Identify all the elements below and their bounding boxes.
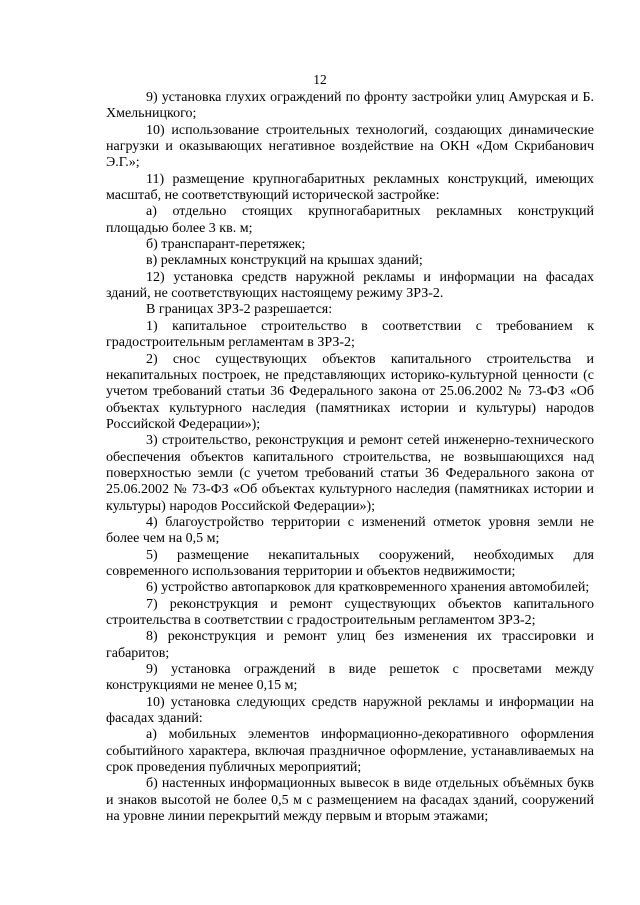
paragraph-permitted-5: 5) размещение некапитальных сооружений, необходимых для современного использования территории и объектов недвижимости; xyxy=(106,547,594,579)
paragraph-item-9-blind-fences: 9) установка глухих ограждений по фронту застройки улиц Амурская и Б. Хмельницкого; xyxy=(106,90,594,122)
paragraph-permitted-7: 7) реконструкция и ремонт существующих объектов капитального строительства в соответствии с градостроительным регламентом ЗРЗ-2; xyxy=(106,596,594,628)
paragraph-subitem-v-rooftop: в) рекламных конструкций на крышах зданий; xyxy=(146,253,423,269)
paragraph-permitted-4: 4) благоустройство территории с изменений отметок уровня земли не более чем на 0,5 м; xyxy=(106,514,594,547)
paragraph-item-11-large-advertising: 11) размещение крупногабаритных рекламных конструкций, имеющих масштаб, не соответствующий исторической застройке: xyxy=(106,171,594,204)
paragraph-permitted-10-b: б) настенных информационных вывесок в виде отдельных объёмных букв и знаков высотой не более 0,5 м с размещением на фасадах зданий, сооружений на уровне линии перекрытий между первым и вторым этажами; xyxy=(106,776,594,825)
paragraph-permitted-6: 6) устройство автопарковок для кратковременного хранения автомобилей; xyxy=(146,580,590,596)
paragraph-item-12-facade-advertising: 12) установка средств наружной рекламы и информации на фасадах зданий, не соответствующих настоящему режиму ЗРЗ-2. xyxy=(106,269,594,302)
paragraph-permitted-10: 10) установка следующих средств наружной рекламы и информации на фасадах зданий: xyxy=(106,694,594,727)
paragraph-subitem-b-banners: б) транспарант-перетяжек; xyxy=(146,237,306,253)
paragraph-permitted-1: 1) капитальное строительство в соответствии с требованием к градостроительным регламентам в ЗРЗ-2; xyxy=(106,318,594,351)
document-body xyxy=(106,90,594,825)
paragraph-permitted-10-a: а) мобильных элементов информационно-декоративного оформления событийного характера, включая праздничное оформление, устанавливаемых на срок проведения публичных мероприятий; xyxy=(106,727,594,776)
paragraph-subitem-a-freestanding: а) отдельно стоящих крупногабаритных рекламных конструкций площадью более 3 кв. м; xyxy=(106,204,594,236)
paragraph-permitted-2: 2) снос существующих объектов капитального строительства и некапитальных построек, не представляющих историко-культурной ценности (с учетом требований статьи 36 Федерального закона от 25.06.2002 № 73-ФЗ «Об объектах культурного наследия (памятниках истории и культуры) народов Российской Федерации»); xyxy=(106,351,594,432)
paragraph-permitted-9: 9) установка ограждений в виде решеток с просветами между конструкциями не менее 0,15 м; xyxy=(106,662,594,694)
page-number: 12 xyxy=(313,72,327,87)
paragraph-item-10-construction-technologies: 10) использование строительных технологий, создающих динамические нагрузки и оказывающих негативное воздействие на ОКН «Дом Скрибанович Э.Г.»; xyxy=(106,122,594,171)
section-heading-permitted: В границах ЗРЗ-2 разрешается: xyxy=(146,302,333,318)
paragraph-permitted-3: 3) строительство, реконструкция и ремонт сетей инженерно-технического обеспечения объектов капитального строительства, не возвышающихся над поверхностью земли (с учетом требований статьи 36 Федерального закона от 25.06.2002 № 73-ФЗ «Об объектах культурного наследия (памятниках истории и культуры) народов Российской Федерации»); xyxy=(106,433,594,514)
paragraph-permitted-8: 8) реконструкция и ремонт улиц без изменения их трассировки и габаритов; xyxy=(106,629,594,661)
